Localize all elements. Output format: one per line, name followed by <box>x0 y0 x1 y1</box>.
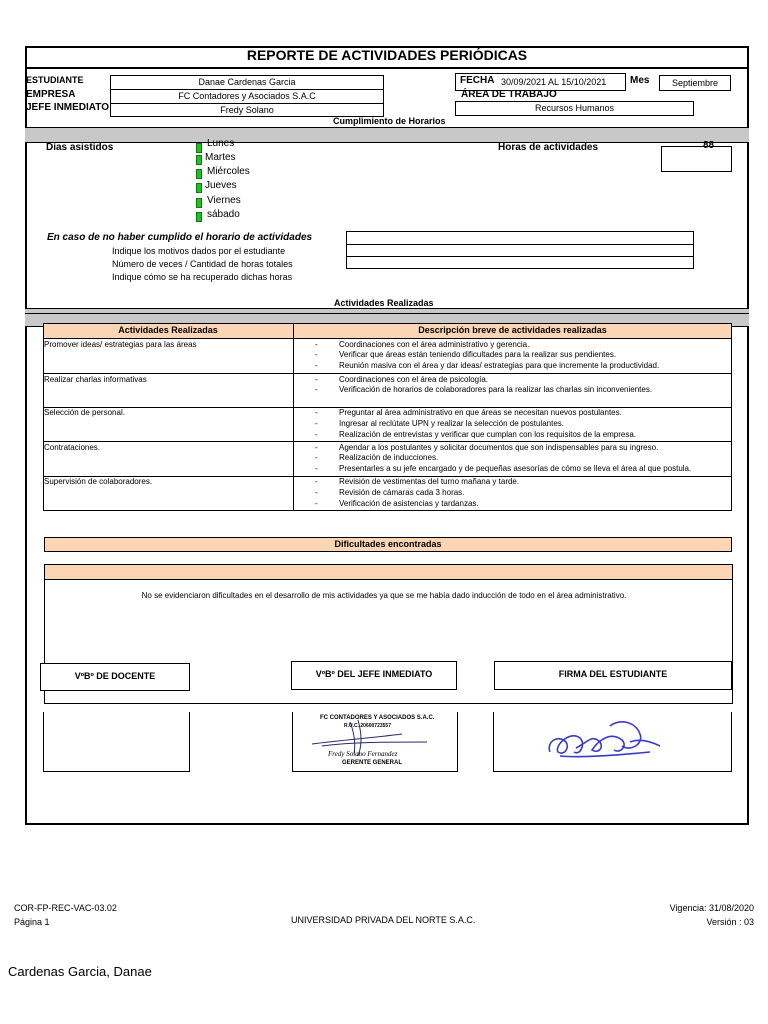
area-label: ÁREA DE TRABAJO <box>461 89 557 100</box>
col-descripcion-header: Descripción breve de actividades realizadas <box>418 325 607 335</box>
stamp-line1: FC CONTADORES Y ASOCIADOS S.A.C. <box>320 715 435 721</box>
table-row-description: - Coordinaciones con el área administrativo y gerencia. - Verificar que áreas están teniendo dificultades para la realizar sus pendientes. - Reunión masiva con el área y dar ideas/ estrategias para que incremente la productividad. <box>315 340 660 370</box>
dificultades-band <box>44 564 733 580</box>
checkbox-viernes <box>196 198 202 208</box>
dia-miercoles: Miércoles <box>207 166 250 177</box>
stamp-name: Fredy Solano Fernandez <box>328 750 398 758</box>
estudiante-field <box>110 75 384 90</box>
mes-field <box>659 75 731 91</box>
incumplido-title: En caso de no haber cumplido el horario de actividades <box>47 232 313 243</box>
footer-page: Página 1 <box>14 917 50 927</box>
footer-version: Versión : 03 <box>706 917 754 927</box>
estudiante-firma-label: FIRMA DEL ESTUDIANTE <box>558 669 668 679</box>
dia-sabado: sábado <box>207 209 240 220</box>
company-stamp <box>292 712 458 772</box>
table-row-actividad: Promover ideas/ estrategias para las áreas <box>44 340 197 349</box>
motivos-field <box>346 231 694 245</box>
recuperado-field <box>346 256 694 269</box>
empresa-value: FC Contadores y Asociados S.A.C <box>178 91 316 101</box>
title-divider <box>25 67 749 69</box>
jefe-value: Fredy Solano <box>220 105 274 115</box>
col-divider <box>293 323 294 511</box>
empresa-label: EMPRESA <box>26 89 76 100</box>
mes-value: Septiembre <box>671 78 719 88</box>
dias-asistidos-label: Dias asistidos <box>46 142 114 153</box>
table-row-actividad: Selección de personal. <box>44 408 125 417</box>
checkbox-martes <box>196 155 202 165</box>
horas-label: Horas de actividades <box>498 142 599 153</box>
motivos-label: Indique los motivos dados por el estudiante <box>112 246 286 256</box>
checkbox-jueves <box>196 183 202 193</box>
dificultades-title: Dificultades encontradas <box>334 539 442 549</box>
dia-martes: Martes <box>205 152 236 163</box>
page-title: REPORTE DE ACTIVIDADES PERIÓDICAS <box>246 47 528 63</box>
jefe-label: JEFE INMEDIATO <box>26 102 109 113</box>
docente-signature-header <box>40 663 190 691</box>
fecha-value: 30/09/2021 AL 15/10/2021 <box>501 77 607 87</box>
dia-jueves: Jueves <box>205 180 237 191</box>
dia-viernes: Viernes <box>207 195 241 206</box>
stamp-line2: R.U.C. 20600723557 <box>344 723 391 729</box>
dificultades-header <box>44 537 732 552</box>
student-signature-icon <box>540 712 670 768</box>
table-row-description: - Preguntar al área administrativo en que áreas se necesitan nuevos postulantes. - Ingresar al reclútate UPN y realizar la selección de postulantes. - Realización de entrevistas y verificar que cumplan con los requisitos de la empresa. <box>315 408 637 439</box>
horas-value: 88 <box>703 140 715 151</box>
table-row-description: - Revisión de vestimentas del turno mañana y tarde. - Revisión de cámaras cada 3 horas. - Verificación de asistencias y tardanzas. <box>315 477 520 508</box>
actividades-section-title: Actividades Realizadas <box>334 298 434 308</box>
estudiante-signature-header <box>494 661 732 690</box>
table-row-description: - Agendar a los postulantes y solicitar documentos que son indispensables para su ingreso. - Realización de inducciones. - Presentarles a su jefe encargado y de pequeñas asesorías de cómo se lleva el área al que postula. <box>315 443 692 473</box>
fecha-label: FECHA <box>460 75 495 86</box>
area-value: Recursos Humanos <box>534 103 615 113</box>
estudiante-value: Danae Cardenas Garcia <box>198 77 296 87</box>
section-band <box>25 127 749 143</box>
area-field <box>455 101 694 116</box>
footer-university: UNIVERSIDAD PRIVADA DEL NORTE S.A.C. <box>291 915 476 925</box>
row-divider <box>43 373 732 374</box>
dificultades-text: No se evidenciaron dificultades en el desarrollo de mis actividades ya que se me había dado inducción de todo en el área administrativo. <box>141 591 627 600</box>
table-row-actividad: Contrataciones. <box>44 443 101 452</box>
empresa-field <box>110 89 384 104</box>
recuperado-label: Indique cómo se ha recuperado dichas horas <box>112 272 293 282</box>
horas-field <box>661 146 732 172</box>
footer-code: COR-FP-REC-VAC-03.02 <box>14 903 117 913</box>
table-row-actividad: Realizar charlas informativas <box>44 375 147 384</box>
jefe-signature-header <box>291 661 457 690</box>
checkbox-lunes <box>196 143 202 153</box>
dia-lunes: Lunes <box>207 138 235 149</box>
author-name: Cardenas Garcia, Danae <box>8 964 152 979</box>
estudiante-label: ESTUDIANTE <box>26 75 84 85</box>
footer-vigencia: Vigencia: 31/08/2020 <box>669 903 754 913</box>
docente-signature-box <box>43 712 190 772</box>
table-row-actividad: Supervisión de colaboradores. <box>44 477 153 486</box>
horarios-section-title: Cumplimiento de Horarios <box>333 116 446 126</box>
row-divider <box>43 441 732 442</box>
jefe-firma-label: VºBº DEL JEFE INMEDIATO <box>315 669 433 679</box>
table-row-description: - Coordinaciones con el área de psicología. - Verificación de horarios de colaboradores para la realizar las charlas sin inconvenientes. <box>315 375 653 394</box>
col-actividades-header: Actividades Realizadas <box>118 325 218 335</box>
numero-label: Número de veces / Cantidad de horas totales <box>112 259 293 269</box>
checkbox-miercoles <box>196 169 202 179</box>
stamp-role: GERENTE GENERAL <box>342 760 403 766</box>
mes-label: Mes <box>630 75 650 86</box>
checkbox-sabado <box>196 212 202 222</box>
docente-label: VºBº DE DOCENTE <box>74 671 156 681</box>
jefe-field <box>110 103 384 117</box>
